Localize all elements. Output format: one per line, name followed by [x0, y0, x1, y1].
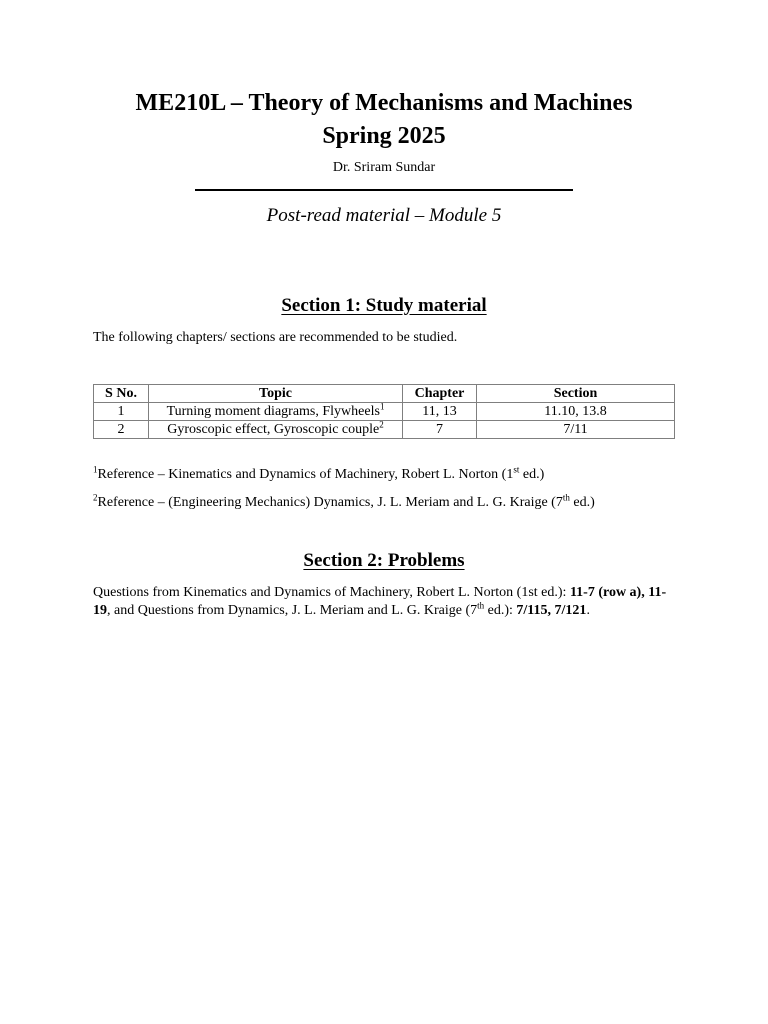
module-subtitle: Post-read material – Module 5	[266, 205, 502, 226]
ordinal-suffix: st	[513, 464, 520, 475]
table-row	[94, 421, 675, 439]
problems-text: , and Questions from Dynamics, J. L. Meriam and L. G. Kraige (7	[107, 603, 478, 618]
reference-1	[93, 466, 683, 484]
problems-norton: 11-7 (row a), 11-19	[93, 585, 667, 618]
reference-2	[93, 494, 683, 512]
topic-text: Turning moment diagrams, Flywheels	[166, 403, 380, 419]
problems-text: .	[586, 603, 590, 618]
semester-title: Spring 2025	[322, 123, 446, 149]
section2-heading: Section 2: Problems	[303, 550, 465, 571]
cell-topic	[149, 418, 403, 439]
reference-text: Reference – (Engineering Mechanics) Dynamics, J. L. Meriam and L. G. Kraige (7	[97, 495, 563, 510]
header-divider	[195, 189, 573, 191]
ordinal-suffix: th	[562, 492, 570, 503]
table-header-row	[94, 385, 675, 403]
study-material-table	[93, 384, 675, 439]
header-topic: Topic	[149, 385, 403, 403]
cell-chapter: 7	[403, 421, 477, 439]
cell-section: 7/11	[477, 421, 675, 439]
header-sno: S No.	[94, 385, 149, 403]
cell-sno: 1	[94, 403, 149, 421]
section1-intro: The following chapters/ sections are recommended to be studied.	[93, 330, 458, 345]
instructor-name: Dr. Sriram Sundar	[332, 160, 436, 175]
section1-heading: Section 1: Study material	[281, 295, 487, 316]
reference-text: Reference – Kinematics and Dynamics of Machinery, Robert L. Norton (1	[97, 467, 514, 482]
header-section: Section	[477, 385, 675, 403]
problems-text: ed.):	[484, 603, 517, 618]
reference-mark: 1	[93, 464, 98, 475]
table-row	[94, 403, 675, 421]
reference-mark: 2	[93, 492, 98, 503]
footnote-mark: 2	[379, 418, 384, 429]
reference-text-end: ed.)	[569, 495, 595, 510]
problems-meriam: 7/115, 7/121	[516, 603, 587, 618]
problems-text: Questions from Kinematics and Dynamics of Machinery, Robert L. Norton (1st ed.):	[93, 585, 570, 600]
cell-section: 11.10, 13.8	[477, 403, 675, 421]
cell-sno: 2	[94, 421, 149, 439]
reference-text-end: ed.)	[519, 467, 545, 482]
problems-paragraph	[93, 584, 683, 620]
header-chapter: Chapter	[403, 385, 477, 403]
footnote-mark: 1	[379, 400, 385, 411]
cell-chapter: 11, 13	[403, 403, 477, 421]
ordinal-suffix: th	[477, 600, 485, 611]
course-title: ME210L – Theory of Mechanisms and Machines	[135, 90, 633, 116]
topic-text: Gyroscopic effect, Gyroscopic couple	[167, 421, 380, 437]
cell-topic	[149, 400, 403, 421]
